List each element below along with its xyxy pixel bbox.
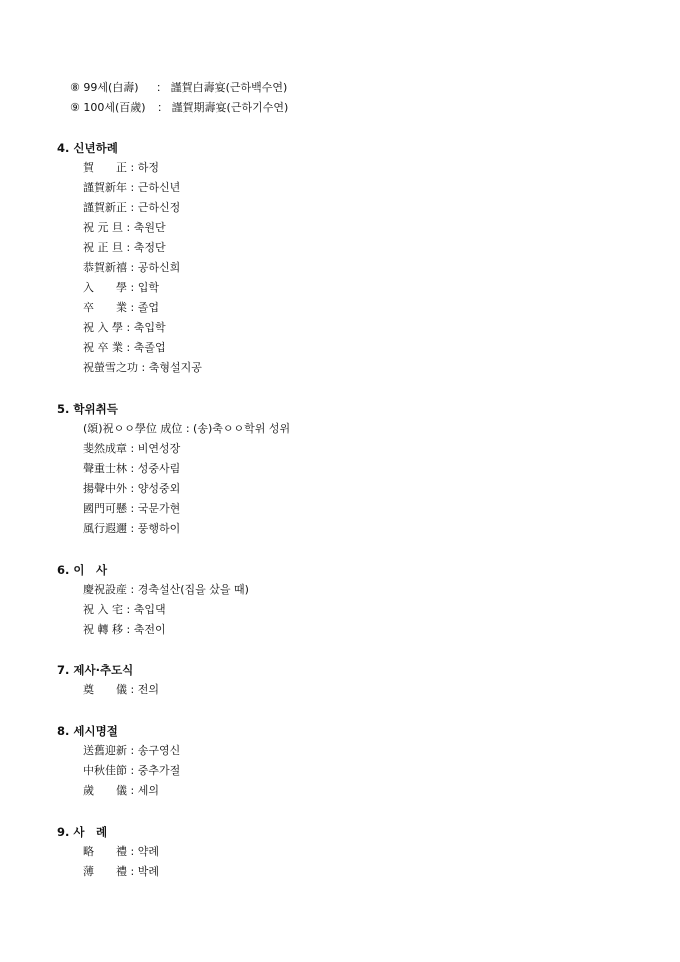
item-label: 揚聲中外: [83, 482, 127, 495]
section-heading: 7. 제사·추도식: [57, 663, 134, 677]
item-separator: :: [182, 422, 194, 435]
item-label: 聲重士林: [83, 462, 127, 475]
list-item: [83, 201, 180, 215]
item-label: 恭賀新禧: [83, 261, 127, 274]
list-item: [83, 442, 180, 456]
item-label: 薄 禮: [83, 865, 127, 878]
item-value: 세의: [137, 784, 159, 797]
item-value: 공하신희: [137, 261, 181, 274]
list-item: [83, 583, 249, 597]
item-label: 祝 元 旦: [83, 221, 123, 234]
intro-label: ⑧ 99세(白壽): [70, 81, 139, 94]
list-item: [83, 623, 166, 637]
item-separator: :: [127, 865, 138, 878]
item-value: 축입댁: [133, 603, 166, 616]
list-item: [83, 341, 166, 355]
item-value: 박례: [137, 865, 159, 878]
item-value: 전의: [137, 683, 159, 696]
item-separator: :: [127, 764, 138, 777]
list-item: [83, 161, 159, 175]
item-separator: :: [127, 261, 138, 274]
item-label: 慶祝設産: [83, 583, 127, 596]
item-value: 성중사림: [137, 462, 181, 475]
item-label: 奠 儀: [83, 683, 127, 696]
item-value: 축정단: [133, 241, 166, 254]
item-separator: :: [127, 301, 138, 314]
item-value: 축전이: [133, 623, 166, 636]
item-label: 歲 儀: [83, 784, 127, 797]
list-item: [83, 181, 180, 195]
item-value: 졸업: [137, 301, 159, 314]
item-value: 근하신년: [137, 181, 181, 194]
intro-line: [70, 81, 287, 95]
item-value: 국문가현: [137, 502, 181, 515]
intro-value: 謹賀白壽宴(근하백수연): [170, 81, 288, 94]
item-value: 근하신정: [137, 201, 181, 214]
item-value: 경축설산(집을 샀을 때): [137, 583, 249, 596]
item-label: 送舊迎新: [83, 744, 127, 757]
item-label: 祝 入 宅: [83, 603, 123, 616]
item-separator: :: [127, 161, 138, 174]
item-label: (頌)祝ㅇㅇ學位 成位: [83, 422, 183, 435]
list-item: [83, 281, 159, 295]
item-label: 國門可懸: [83, 502, 127, 515]
list-item: [83, 261, 180, 275]
item-separator: :: [127, 201, 138, 214]
item-label: 中秋佳節: [83, 764, 127, 777]
section-heading: 8. 세시명절: [57, 724, 118, 738]
item-separator: :: [123, 603, 134, 616]
item-separator: :: [123, 241, 134, 254]
list-item: [83, 603, 166, 617]
intro-separator: ：: [157, 101, 169, 114]
list-item: [83, 361, 202, 375]
intro-label: ⑨ 100세(百歲): [70, 101, 146, 114]
section-heading: 6. 이 사: [57, 563, 108, 577]
item-value: 하정: [137, 161, 159, 174]
item-separator: :: [127, 502, 138, 515]
item-value: 풍행하이: [137, 522, 181, 535]
item-separator: :: [127, 281, 138, 294]
item-label: 祝 入 學: [83, 321, 123, 334]
list-item: [83, 764, 180, 778]
list-item: [83, 784, 159, 798]
list-item: [83, 845, 159, 859]
item-separator: :: [127, 784, 138, 797]
item-separator: :: [127, 845, 138, 858]
item-label: 卒 業: [83, 301, 127, 314]
item-label: 斐然成章: [83, 442, 127, 455]
item-value: 양성중외: [137, 482, 181, 495]
list-item: [83, 462, 180, 476]
item-separator: :: [138, 361, 149, 374]
item-separator: :: [127, 583, 138, 596]
item-label: 謹賀新年: [83, 181, 127, 194]
item-label: 祝 正 旦: [83, 241, 123, 254]
list-item: [83, 865, 159, 879]
item-value: 축졸업: [133, 341, 166, 354]
item-value: (송)축ㅇㅇ학위 성위: [193, 422, 291, 435]
item-label: 祝螢雪之功: [83, 361, 138, 374]
item-separator: :: [127, 683, 138, 696]
list-item: [83, 301, 159, 315]
list-item: [83, 241, 166, 255]
list-item: [83, 221, 166, 235]
intro-separator: ：: [156, 81, 168, 94]
item-value: 축입학: [133, 321, 166, 334]
item-label: 祝 轉 移: [83, 623, 123, 636]
intro-line: [70, 101, 288, 115]
item-separator: :: [127, 522, 138, 535]
item-separator: :: [123, 623, 134, 636]
list-item: [83, 744, 180, 758]
item-separator: :: [123, 221, 134, 234]
section-heading: 5. 학위취득: [57, 402, 118, 416]
item-separator: :: [127, 442, 138, 455]
item-separator: :: [127, 744, 138, 757]
list-item: [83, 683, 159, 697]
item-label: 謹賀新正: [83, 201, 127, 214]
item-label: 略 禮: [83, 845, 127, 858]
item-separator: :: [127, 482, 138, 495]
intro-value: 謹賀期壽宴(근하기수연): [171, 101, 289, 114]
item-label: 祝 卒 業: [83, 341, 123, 354]
item-value: 축형설지공: [148, 361, 202, 374]
item-label: 入 學: [83, 281, 127, 294]
item-value: 축원단: [133, 221, 166, 234]
list-item: [83, 522, 180, 536]
item-label: 賀 正: [83, 161, 127, 174]
list-item: [83, 502, 180, 516]
item-label: 風行遐邇: [83, 522, 127, 535]
item-separator: :: [127, 462, 138, 475]
item-value: 중추가절: [137, 764, 181, 777]
item-value: 비연성장: [137, 442, 181, 455]
list-item: [83, 321, 166, 335]
list-item: [83, 482, 180, 496]
item-value: 입학: [137, 281, 159, 294]
item-separator: :: [123, 321, 134, 334]
section-heading: 9. 사 례: [57, 825, 108, 839]
item-value: 송구영신: [137, 744, 181, 757]
item-separator: :: [123, 341, 134, 354]
list-item: [83, 422, 290, 436]
item-separator: :: [127, 181, 138, 194]
item-value: 약례: [137, 845, 159, 858]
section-heading: 4. 신년하례: [57, 141, 118, 155]
